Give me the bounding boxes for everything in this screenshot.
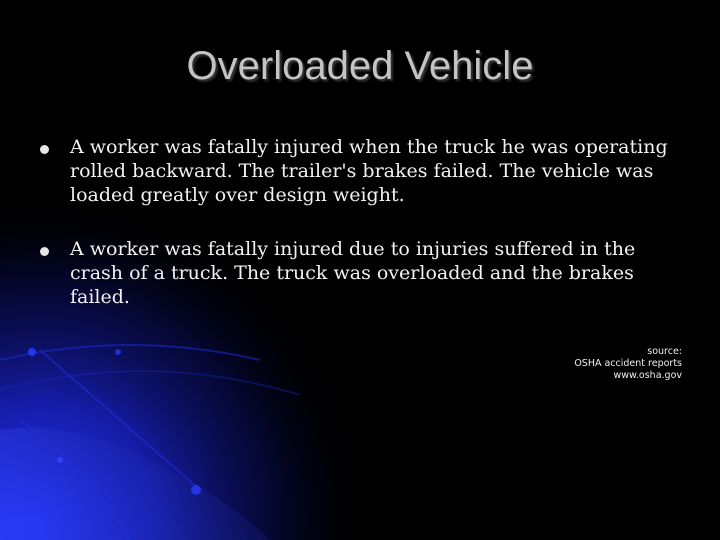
bullet-dot-icon	[40, 145, 49, 154]
slide-title: Overloaded Vehicle	[186, 44, 534, 88]
bullet-text: A worker was fatally injured when the truck he was operating rolled backward. The trailer's brakes failed. The vehicle was loaded greatly over design weight.	[70, 136, 668, 206]
bullet-text: A worker was fatally injured due to injuries suffered in the crash of a truck. The truck was overloaded and the brakes failed.	[70, 238, 636, 308]
bullet-list	[40, 135, 680, 339]
bullet-dot-icon	[40, 247, 49, 256]
source-label: source:	[647, 346, 682, 357]
source-citation	[574, 346, 682, 382]
source-line-1: OSHA accident reports	[574, 358, 682, 369]
source-line-2: www.osha.gov	[613, 370, 682, 381]
bullet-item	[40, 237, 680, 309]
bullet-item	[40, 135, 680, 207]
